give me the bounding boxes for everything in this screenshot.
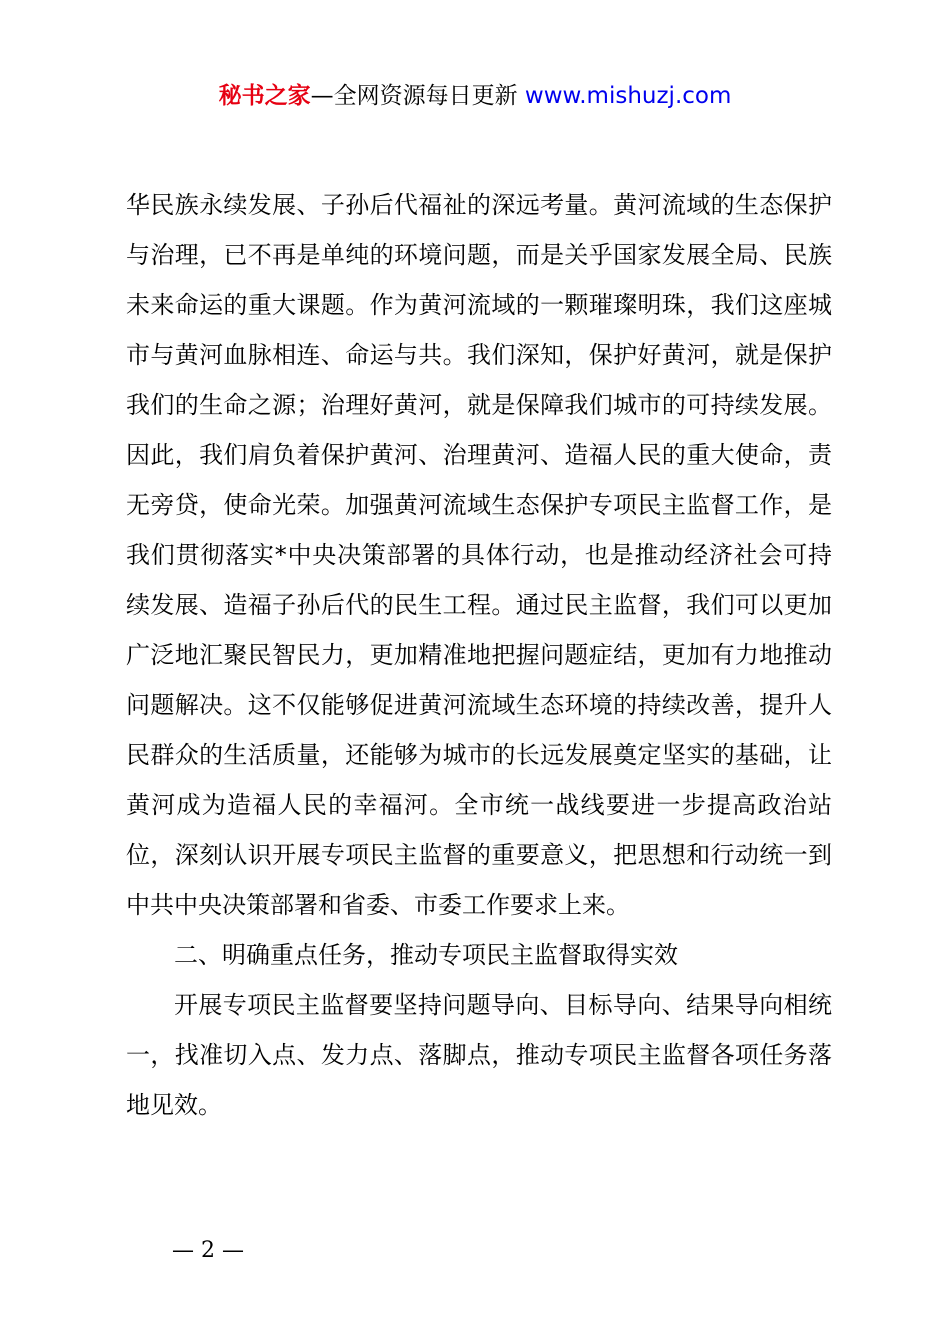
section-heading: 二、明确重点任务，推动专项民主监督取得实效 [174, 941, 678, 969]
website-link[interactable]: www.mishuzj.com [524, 83, 732, 109]
header-tagline: —全网资源每日更新 [310, 83, 518, 109]
brand-name: 秘书之家 [218, 83, 311, 109]
page-number: — 2 — [172, 1238, 244, 1263]
body-paragraph: 开展专项民主监督要坚持问题导向、目标导向、结果导向相统一，找准切入点、发力点、落脚点，推动专项民主监督各项任务落地见效。 [126, 991, 832, 1119]
body-paragraph: 华民族永续发展、子孙后代福祉的深远考量。黄河流域的生态保护与治理，已不再是单纯的环境问题，而是关乎国家发展全局、民族未来命运的重大课题。作为黄河流域的一颗璀璨明珠，我们这座城市与黄河血脉相连、命运与共。我们深知，保护好黄河，就是保护我们的生命之源；治理好黄河，就是保障我们城市的可持续发展。因此，我们肩负着保护黄河、治理黄河、造福人民的重大使命，责无旁贷，使命光荣。加强黄河流域生态保护专项民主监督工作，是我们贯彻落实*中央决策部署的具体行动，也是推动经济社会可持续发展、造福子孙后代的民生工程。通过民主监督，我们可以更加广泛地汇聚民智民力，更加精准地把握问题症结，更加有力地推动问题解决。这不仅能够促进黄河流域生态环境的持续改善，提升人民群众的生活质量，还能够为城市的长远发展奠定坚实的基础，让黄河成为造福人民的幸福河。全市统一战线要进一步提高政治站位，深刻认识开展专项民主监督的重要意义，把思想和行动统一到中共中央决策部署和省委、市委工作要求上来。 [126, 191, 832, 919]
document-body [126, 180, 832, 1130]
page-header [0, 78, 950, 114]
